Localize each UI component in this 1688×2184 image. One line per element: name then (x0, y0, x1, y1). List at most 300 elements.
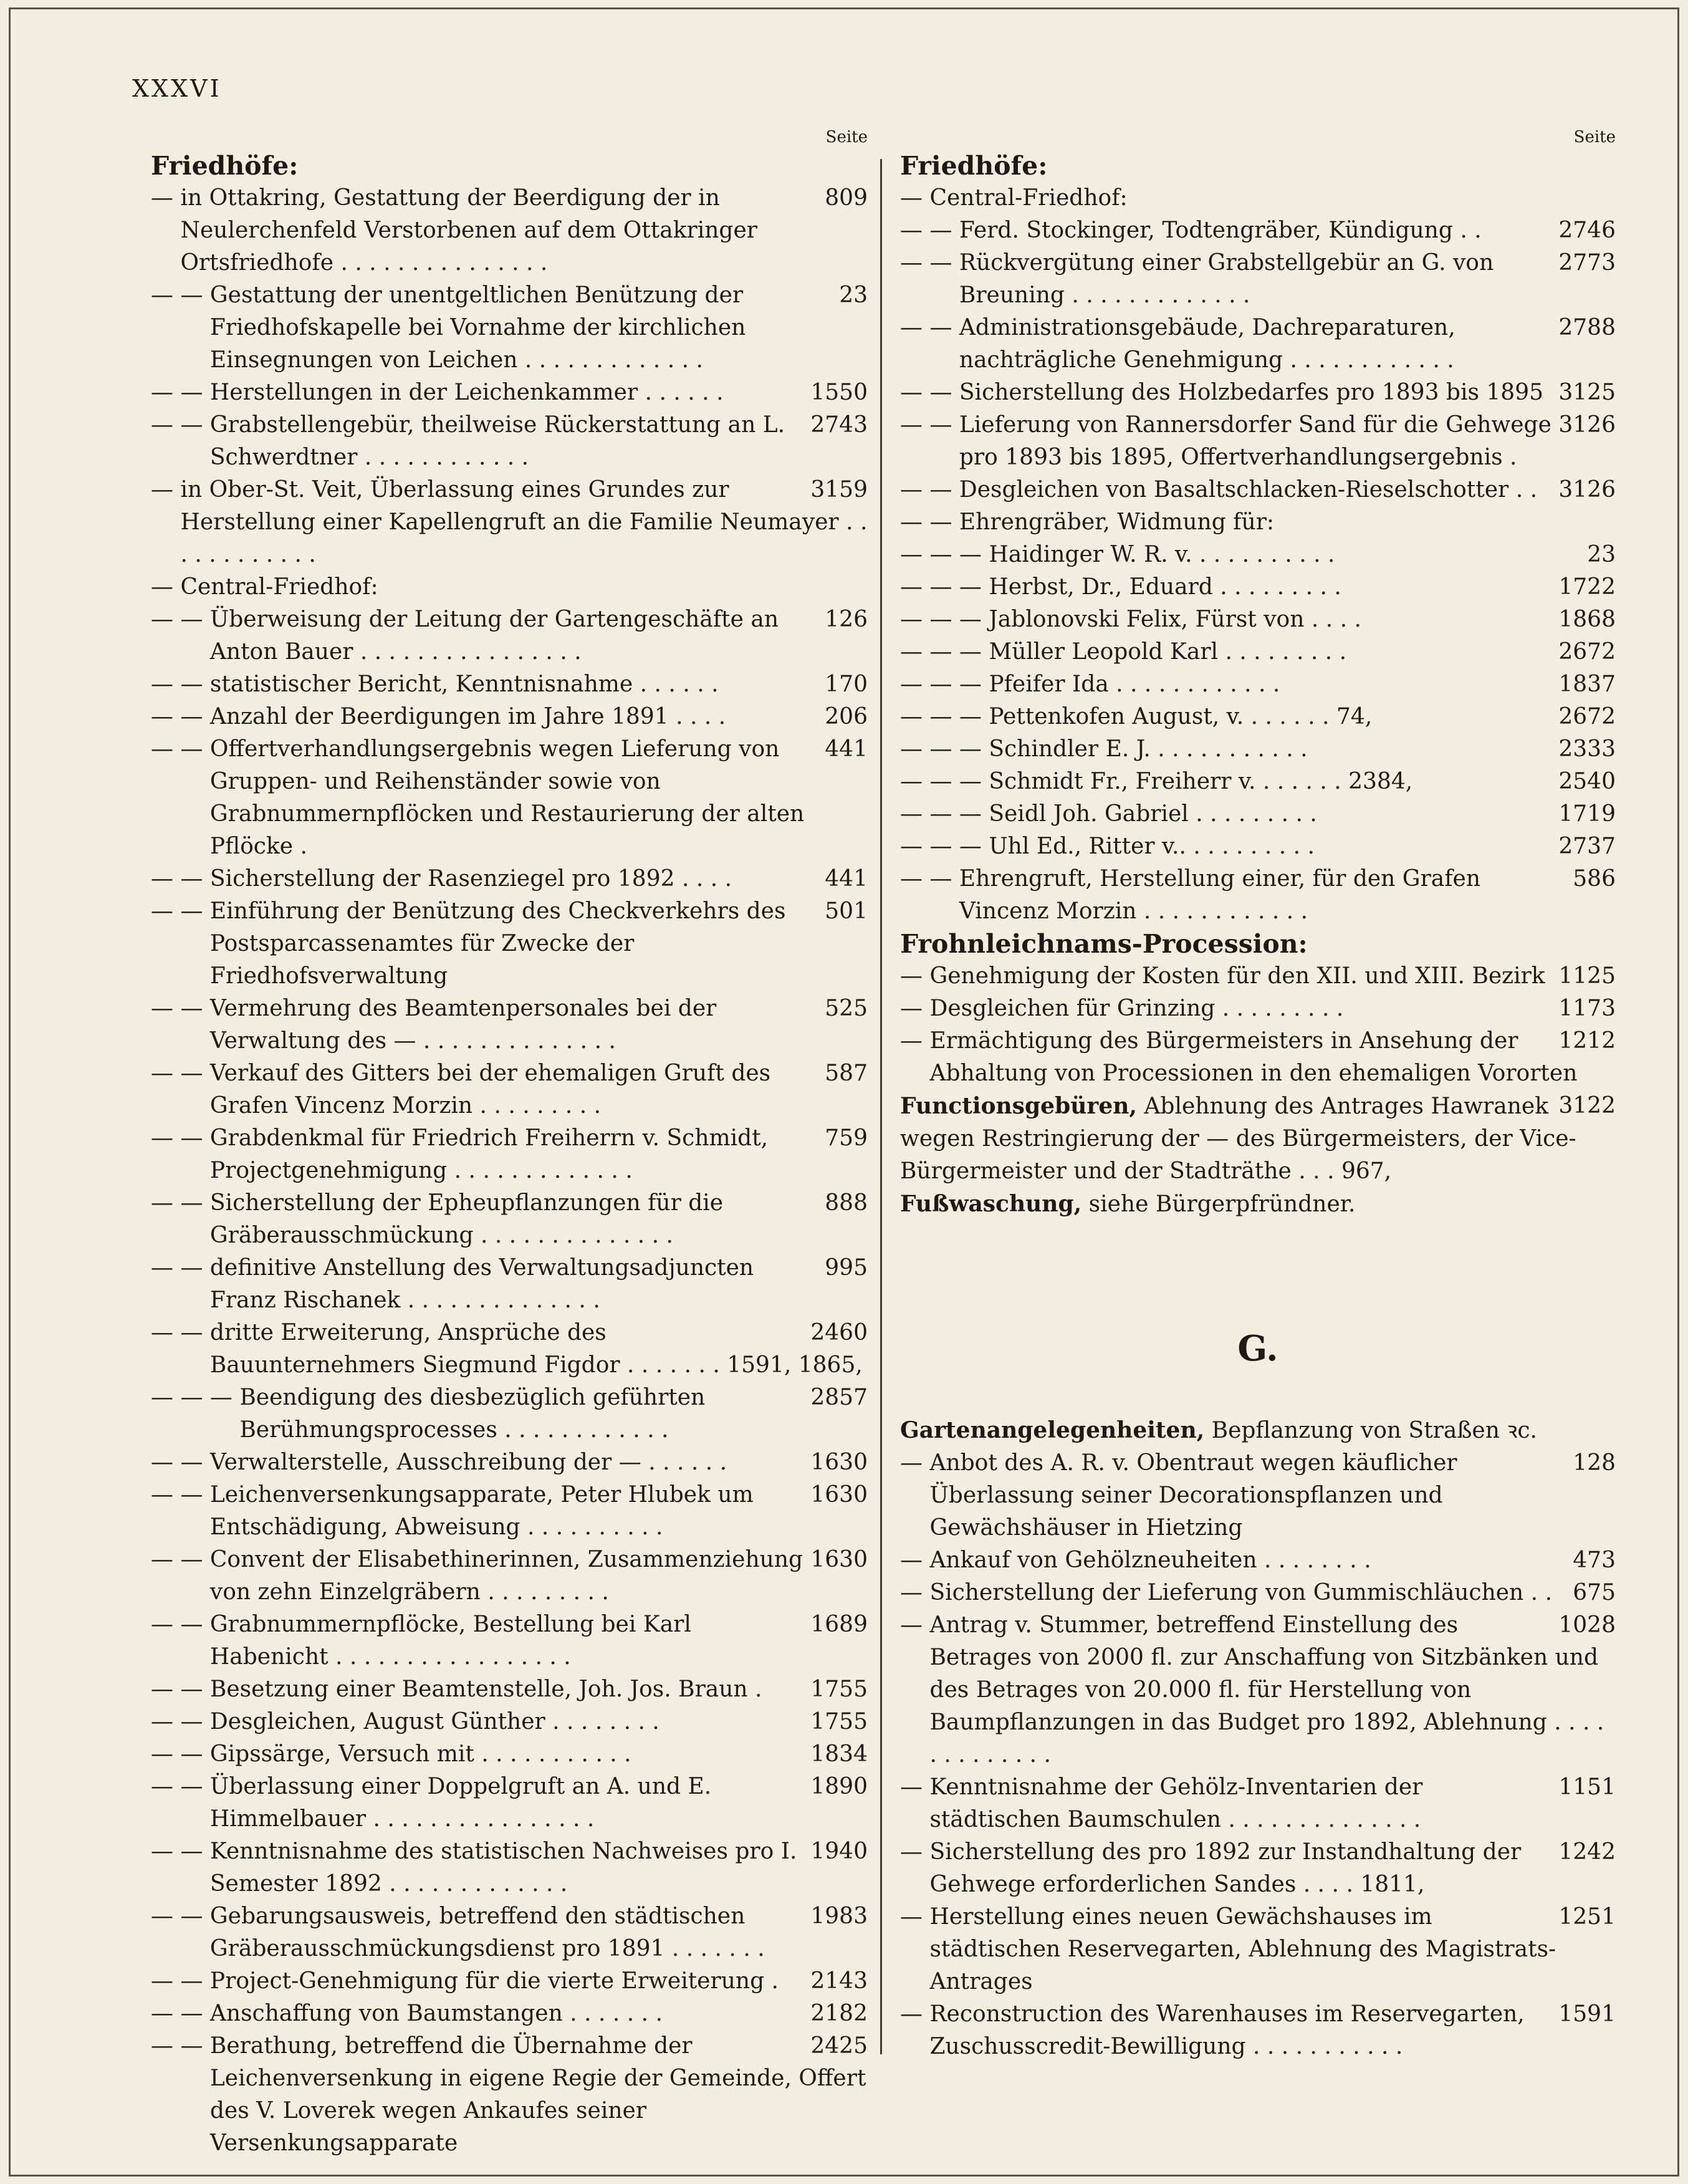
entry-body (210, 1122, 868, 1187)
entry-body (180, 571, 868, 604)
entry-text: Herstellung eines neuen Gewächshauses im städtischen Reservegarten, Ablehnung des Magistrats-Antrages (929, 1904, 1556, 1994)
index-entry (151, 1609, 868, 1673)
page-ref: 888 (825, 1190, 868, 1216)
index-entry (151, 604, 868, 668)
page-ref: 23 (839, 282, 868, 308)
entry-dash: — — (900, 315, 959, 340)
page-ref: 501 (825, 898, 868, 924)
entry-dash: — — (151, 1547, 210, 1572)
entry-dash: — — (151, 1125, 210, 1151)
index-entry (900, 1836, 1616, 1901)
entry-text: Sicherstellung der Epheupflanzungen für die Gräberausschmückung . . . . . . . . . . . . . . (209, 1190, 724, 1248)
entry-dash: — — (151, 282, 210, 308)
entry-dash: — — (151, 1255, 210, 1281)
entry-dash: — — — (900, 769, 989, 794)
index-entry (151, 377, 868, 409)
index-entry (900, 182, 1616, 214)
index-entry (151, 474, 868, 571)
index-entry (900, 1577, 1616, 1609)
entry-body (929, 1771, 1616, 1836)
entry-body (180, 182, 868, 279)
index-entry (900, 1771, 1616, 1836)
entry-dash: — — — (900, 574, 989, 600)
page-ref: 23 (1587, 542, 1616, 567)
entry-text: Sicherstellung der Rasenziegel pro 1892 . . . . (209, 866, 732, 892)
entry-dash: — (151, 477, 181, 503)
entry-body (210, 1317, 868, 1382)
index-entry (151, 182, 868, 279)
entry-dash: — — (151, 412, 210, 438)
entry-body (959, 377, 1616, 409)
entry-body (929, 1998, 1616, 2063)
index-entry (900, 701, 1616, 733)
index-entry (900, 993, 1616, 1025)
letter-heading-g: G. (1237, 1328, 1278, 1369)
index-entry (151, 1446, 868, 1479)
index-entry-functionsgebueren (900, 1090, 1616, 1188)
index-entry (151, 1771, 868, 1835)
index-entry (900, 571, 1616, 604)
entry-dash: — — (900, 509, 959, 535)
index-entry (900, 1025, 1616, 1090)
index-entry (151, 895, 868, 993)
entry-dash: — — (900, 477, 959, 503)
entry-dash: — — (900, 218, 959, 243)
page-ref: 2672 (1558, 704, 1616, 729)
page-ref: 675 (1573, 1580, 1616, 1605)
entry-text: Herbst, Dr., Eduard . . . . . . . . . (989, 574, 1341, 600)
entry-body (210, 409, 868, 474)
entry-body (959, 409, 1616, 474)
entry-text: Ankauf von Gehölzneuheiten . . . . . . . . (929, 1547, 1371, 1573)
page-ref: 3126 (1558, 412, 1616, 438)
entry-text: Desgleichen für Grinzing . . . . . . . . . (929, 996, 1344, 1021)
entry-dash: — — (151, 380, 210, 405)
entry-text: Verkauf des Gitters bei der ehemaligen Gruft des Grafen Vincenz Morzin . . . . . . . . . (209, 1061, 771, 1118)
index-entry (151, 1706, 868, 1738)
entry-text: statistischer Bericht, Kenntnisnahme . . . . . . (209, 671, 719, 697)
entry-text: Berathung, betreffend die Übernahme der Leichenversenkung in eigene Regie der Gemeinde, Offert des V. Loverek wegen Ankaufes seiner Versenkungsapparate (209, 2033, 866, 2156)
page-ref: 128 (1573, 1450, 1616, 1476)
entry-body (959, 214, 1616, 247)
entry-body (210, 668, 868, 701)
entry-text: Leichenversenkungsapparate, Peter Hlubek um Entschädigung, Abweisung . . . . . . . . . . (209, 1482, 754, 1540)
entry-body (210, 1252, 868, 1317)
entry-heading: Gartenangelegenheiten, (900, 1417, 1205, 1443)
index-entry (151, 1544, 868, 1609)
index-entry (900, 1901, 1616, 1998)
section-heading-friedhoefe: Friedhöfe: (900, 151, 1048, 181)
index-entry (900, 604, 1616, 636)
page-ref: 2672 (1558, 639, 1616, 665)
page-ref: 809 (825, 185, 868, 211)
index-entry (900, 766, 1616, 798)
entry-text: Central-Friedhof: (180, 574, 378, 600)
index-entry (151, 1057, 868, 1122)
right-entry-list (900, 182, 1616, 928)
entry-text: Herstellungen in der Leichenkammer . . . . . . (209, 380, 724, 405)
entry-body (210, 1706, 868, 1738)
entry-body (989, 668, 1616, 701)
entry-dash: — (900, 1774, 930, 1800)
entry-dash: — (900, 185, 930, 211)
entry-dash: — — (151, 1612, 210, 1637)
entry-text: Überweisung der Leitung der Gartengeschäfte an Anton Bauer . . . . . . . . . . . . . . . . (209, 607, 779, 665)
entry-dash: — — (151, 607, 210, 632)
page-ref: 2857 (810, 1385, 868, 1410)
entry-text: Schindler E. J. . . . . . . . . . . . (989, 736, 1308, 762)
index-entry (151, 1382, 868, 1446)
entry-dash: — — (900, 412, 959, 438)
entry-dash: — — (151, 1482, 210, 1508)
entry-dash: — (900, 2001, 930, 2027)
entry-text: Gebarungsausweis, betreffend den städtischen Gräberausschmückungsdienst pro 1891 . . . . . . . (209, 1903, 765, 1961)
entry-dash: — — — (900, 607, 989, 632)
index-entry (151, 993, 868, 1057)
entry-body (210, 1900, 868, 1965)
index-entry (151, 1187, 868, 1252)
page-ref: 2773 (1558, 250, 1616, 276)
entry-dash: — — (151, 1190, 210, 1216)
entry-dash: — — (151, 1709, 210, 1734)
entry-dash: — — — (900, 704, 989, 729)
index-entry (900, 863, 1616, 928)
entry-text: Bepflanzung von Straßen ꝛc. (1211, 1418, 1537, 1443)
entry-dash: — — — (151, 1385, 240, 1410)
entry-dash: — — (900, 866, 959, 892)
entry-text: Pfeifer Ida . . . . . . . . . . . . (989, 671, 1280, 697)
index-entry (900, 1447, 1616, 1544)
page-ref: 2182 (810, 2001, 868, 2026)
entry-body (210, 1965, 868, 1998)
index-entry (900, 830, 1616, 863)
page-ref: 1689 (810, 1612, 868, 1637)
page-ref: 126 (825, 607, 868, 632)
entry-text: Uhl Ed., Ritter v.. . . . . . . . . . (989, 834, 1315, 859)
page-ref: 586 (1573, 866, 1616, 892)
index-entry (151, 2030, 868, 2160)
entry-text: Grabdenkmal für Friedrich Freiherrn v. Schmidt, Projectgenehmigung . . . . . . . . . . . . . (209, 1125, 769, 1183)
index-entry (151, 409, 868, 474)
entry-dash: — (900, 1904, 930, 1930)
entry-text: Anbot des A. R. v. Obentraut wegen käuflicher Überlassung seiner Decorationspflanzen und Gewächshäuser in Hietzing (929, 1450, 1457, 1541)
page-ref: 1125 (1558, 963, 1616, 989)
page-ref: 2460 (810, 1320, 868, 1345)
page-ref: 759 (825, 1125, 868, 1151)
entry-body (210, 1771, 868, 1835)
entry-body (989, 636, 1616, 668)
page-ref: 3125 (1558, 380, 1616, 405)
entry-heading: Fußwaschung, (900, 1191, 1082, 1217)
entry-text: Anschaffung von Baumstangen . . . . . . . (209, 2001, 663, 2026)
entry-dash: — (900, 1839, 930, 1865)
entry-text: Jablonovski Felix, Fürst von . . . . (989, 607, 1361, 632)
page-ref: 1940 (810, 1839, 868, 1864)
entry-body (210, 1738, 868, 1771)
entry-body (210, 863, 868, 895)
page-ref: 2743 (810, 412, 868, 438)
entry-body (929, 960, 1616, 993)
entry-text: Reconstruction des Warenhauses im Reservegarten, Zuschusscredit-Bewilligung . . . . . . . . . . . (929, 2001, 1525, 2059)
index-entry (151, 1122, 868, 1187)
page-ref: 170 (825, 671, 868, 697)
entry-body (989, 539, 1616, 571)
entry-body (210, 701, 868, 733)
index-entry (151, 1900, 868, 1965)
entry-body (210, 377, 868, 409)
entry-body (210, 2030, 868, 2160)
entry-body (210, 1998, 868, 2030)
entry-body (210, 1544, 868, 1609)
entry-text: Schmidt Fr., Freiherr v. . . . . . . 2384, (989, 769, 1413, 794)
entry-text: Ermächtigung des Bürgermeisters in Ansehung der Abhaltung von Processionen in den ehemaligen Vororten (929, 1028, 1578, 1086)
page-ref: 1242 (1558, 1839, 1616, 1865)
page-ref: 1837 (1558, 671, 1616, 697)
entry-body (210, 1479, 868, 1544)
entry-text: Kenntnisnahme des statistischen Nachweises pro I. Semester 1892 . . . . . . . . . . . . . (209, 1839, 797, 1897)
page-ref: 1890 (810, 1774, 868, 1799)
column-divider (880, 159, 882, 2054)
entry-text: Offertverhandlungsergebnis wegen Lieferung von Gruppen- und Reihenständer sowie von Grabnummernpflöcken und Restaurierung der alten Pflöcke . (209, 736, 805, 859)
index-entry (900, 1609, 1616, 1771)
entry-body (929, 1025, 1616, 1090)
entry-dash: — — (151, 1450, 210, 1475)
page-ref: 2746 (1558, 218, 1616, 243)
page-ref: 3122 (1558, 1093, 1616, 1118)
page-ref: 1755 (810, 1676, 868, 1702)
index-entry (151, 701, 868, 733)
entry-text: Ehrengruft, Herstellung einer, für den Grafen Vincenz Morzin . . . . . . . . . . . . (959, 866, 1481, 924)
entry-text: Rückvergütung einer Grabstellgebür an G. von Breuning . . . . . . . . . . . . . (959, 250, 1494, 308)
entry-text: Verwalterstelle, Ausschreibung der — . . . . . . (209, 1450, 727, 1475)
page-ref: 2788 (1558, 315, 1616, 340)
entry-dash: — — (151, 1774, 210, 1799)
index-entry (900, 668, 1616, 701)
page-ref: 1151 (1558, 1774, 1616, 1800)
index-entry (151, 1835, 868, 1900)
entry-text: Desgleichen von Basaltschlacken-Rieselschotter . . (959, 477, 1538, 503)
entry-text: Besetzung einer Beamtenstelle, Joh. Jos. Braun . (209, 1676, 762, 1702)
entry-dash: — — — (900, 801, 989, 827)
entry-text: Überlassung einer Doppelgruft an A. und E. Himmelbauer . . . . . . . . . . . . . . . . (209, 1774, 712, 1832)
entry-dash: — — (151, 1061, 210, 1086)
index-entry (151, 668, 868, 701)
entry-body (989, 830, 1616, 863)
index-entry (900, 636, 1616, 668)
entry-body (210, 1673, 868, 1706)
page-ref: 1630 (810, 1547, 868, 1572)
index-entry (900, 539, 1616, 571)
page-ref: 525 (825, 996, 868, 1021)
entry-dash: — — (151, 996, 210, 1021)
index-entry (900, 960, 1616, 993)
entry-dash: — (900, 963, 930, 989)
entry-dash: — — (151, 2001, 210, 2026)
page-ref: 441 (825, 736, 868, 762)
entry-text: definitive Anstellung des Verwaltungsadjuncten Franz Rischanek . . . . . . . . . . . . . . (209, 1255, 754, 1313)
entry-text: Genehmigung der Kosten für den XII. und XIII. Bezirk (929, 963, 1545, 989)
entry-body (989, 604, 1616, 636)
entry-body (210, 1057, 868, 1122)
entry-body (210, 993, 868, 1057)
entry-dash: — — (900, 250, 959, 276)
entry-text: Pettenkofen August, v. . . . . . . 74, (989, 704, 1373, 729)
entry-body (210, 895, 868, 993)
page-ref: 995 (825, 1255, 868, 1281)
index-entry (900, 214, 1616, 247)
entry-text: Central-Friedhof: (929, 185, 1128, 211)
entry-text: Müller Leopold Karl . . . . . . . . . (989, 639, 1347, 665)
index-entry (151, 1965, 868, 1998)
index-entry (900, 506, 1616, 539)
entry-body (239, 1382, 868, 1446)
entry-body (210, 604, 868, 668)
entry-text: Antrag v. Stummer, betreffend Einstellung des Betrages von 2000 fl. zur Anschaffung von Sitzbänken und des Betrages von 20.000 fl. für Herstellung von Baumpflanzungen in das Budget pro 1892, Ablehnung . . . . . . . . . . . . . (929, 1612, 1604, 1768)
index-entry (900, 1998, 1616, 2063)
page-ref: 1251 (1558, 1904, 1616, 1930)
index-entry (151, 1479, 868, 1544)
entry-body (989, 571, 1616, 604)
page-ref: 1550 (810, 380, 868, 405)
page-ref: 473 (1573, 1547, 1616, 1573)
index-entry (900, 733, 1616, 766)
entry-text: Sicherstellung der Lieferung von Gummischläuchen . . (929, 1580, 1553, 1605)
garten-entry-list (900, 1447, 1616, 2063)
index-entry (151, 863, 868, 895)
index-entry (900, 1544, 1616, 1577)
entry-body (180, 474, 868, 571)
page-ref: 3159 (810, 477, 868, 503)
page-ref: 441 (825, 866, 868, 892)
entry-body (959, 312, 1616, 377)
entry-text: Ehrengräber, Widmung für: (959, 509, 1275, 535)
entry-text: Gipssärge, Versuch mit . . . . . . . . . . . (209, 1741, 631, 1767)
index-entry (900, 474, 1616, 506)
entry-text: in Ober-St. Veit, Überlassung eines Grundes zur Herstellung einer Kapellengruft an die Familie Neumayer . . . . . . . . . . . . (180, 477, 868, 567)
entry-text: Anzahl der Beerdigungen im Jahre 1891 . . . . (209, 704, 726, 729)
entry-dash: — — (151, 1903, 210, 1929)
entry-body (959, 474, 1616, 506)
page-ref: 1719 (1558, 801, 1616, 827)
index-entry (900, 409, 1616, 474)
entry-dash: — (900, 1612, 930, 1638)
frohnleichnam-entry-list (900, 960, 1616, 1090)
entry-dash: — — (151, 1320, 210, 1345)
entry-body (210, 279, 868, 377)
index-entry (151, 1738, 868, 1771)
index-entry (900, 798, 1616, 830)
page-ref: 1983 (810, 1903, 868, 1929)
entry-text: Desgleichen, August Günther . . . . . . . . (209, 1709, 659, 1734)
entry-dash: — — — (900, 542, 989, 567)
entry-body (989, 798, 1616, 830)
entry-body (929, 1447, 1616, 1544)
entry-dash: — — — (900, 639, 989, 665)
index-entry-fusswaschung (900, 1188, 1616, 1221)
entry-text: Beendigung des diesbezüglich geführten Berühmungsprocesses . . . . . . . . . . . . (239, 1385, 706, 1443)
entry-dash: — — (151, 2033, 210, 2059)
entry-dash: — (900, 1547, 930, 1573)
page-ref: 1630 (810, 1450, 868, 1475)
seite-label: Seite (825, 128, 868, 147)
index-entry (151, 1252, 868, 1317)
left-column (151, 125, 868, 2160)
index-entry (900, 247, 1616, 312)
index-entry (151, 1673, 868, 1706)
entry-text: Seidl Joh. Gabriel . . . . . . . . . (989, 801, 1317, 827)
seite-label: Seite (1573, 128, 1616, 147)
entry-text: Convent der Elisabethinerinnen, Zusammenziehung von zehn Einzelgräbern . . . . . . . . . (209, 1547, 803, 1605)
entry-dash: — — (151, 898, 210, 924)
entry-body (210, 1187, 868, 1252)
entry-body (959, 247, 1616, 312)
entry-body (929, 1577, 1616, 1609)
entry-body (210, 1835, 868, 1900)
entry-dash: — (900, 1580, 930, 1605)
entry-text: Gestattung der unentgeltlichen Benützung der Friedhofskapelle bei Vornahme der kirchlichen Einsegnungen von Leichen . . . . . . . . . . . . . (209, 282, 746, 373)
index-entry (151, 1317, 868, 1382)
entry-body (210, 733, 868, 863)
entry-body (210, 1446, 868, 1479)
entry-text: Ferd. Stockinger, Todtengräber, Kündigung . . (959, 218, 1482, 243)
index-entry-gartenangelegenheiten (900, 1414, 1616, 1447)
entry-dash: — — (151, 1741, 210, 1767)
index-entry (151, 1998, 868, 2030)
entry-dash: — (900, 996, 930, 1021)
entry-text: Sicherstellung des Holzbedarfes pro 1893 bis 1895 (959, 380, 1544, 405)
entry-dash: — (151, 574, 181, 600)
entry-text: siehe Bürgerpfründner. (1088, 1191, 1356, 1217)
entry-body (989, 766, 1616, 798)
index-entry (151, 279, 868, 377)
entry-dash: — (151, 185, 181, 211)
page-ref: 1834 (810, 1741, 868, 1767)
entry-text: Einführung der Benützung des Checkverkehrs des Postsparcassenamtes für Zwecke der Friedhofsverwaltung (209, 898, 786, 989)
entry-body (959, 863, 1616, 928)
index-entry (900, 312, 1616, 377)
section-heading-frohnleichnam: Frohnleichnams-Procession: (900, 929, 1308, 959)
page-ref: 1591 (1558, 2001, 1616, 2027)
page-number: XXXVI (132, 75, 222, 102)
entry-dash: — — (151, 736, 210, 762)
entry-dash: — (900, 1028, 930, 1054)
entry-text: in Ottakring, Gestattung der Beerdigung der in Neulerchenfeld Verstorbenen auf dem Ottakringer Ortsfriedhofe . . . . . . . . . . . . . . . (180, 185, 757, 276)
page-ref: 1212 (1558, 1028, 1616, 1054)
page-ref: 587 (825, 1061, 868, 1086)
entry-dash: — — — (900, 834, 989, 859)
entry-body (929, 1836, 1616, 1901)
page-ref: 2540 (1558, 769, 1616, 794)
entry-text: Sicherstellung des pro 1892 zur Instandhaltung der Gehwege erforderlichen Sandes . . . . 1811, (929, 1839, 1522, 1897)
entry-text: Lieferung von Rannersdorfer Sand für die Gehwege pro 1893 bis 1895, Offertverhandlungsergebnis . (959, 412, 1551, 470)
entry-text: Kenntnisnahme der Gehölz-Inventarien der städtischen Baumschulen . . . . . . . . . . . . . . (929, 1774, 1423, 1832)
page-ref: 1173 (1558, 996, 1616, 1021)
index-entry (900, 377, 1616, 409)
entry-dash: — — (900, 380, 959, 405)
entry-body (959, 506, 1616, 539)
entry-body (989, 701, 1616, 733)
entry-text: Grabstellengebür, theilweise Rückerstattung an L. Schwerdtner . . . . . . . . . . . . (209, 412, 785, 470)
page-ref: 1868 (1558, 607, 1616, 632)
page-ref: 206 (825, 704, 868, 729)
index-entry (151, 571, 868, 604)
entry-text: Administrationsgebäude, Dachreparaturen, nachträgliche Genehmigung . . . . . . . . . . . . (959, 315, 1455, 373)
page-ref: 3126 (1558, 477, 1616, 503)
entry-body (989, 733, 1616, 766)
entry-text: Vermehrung des Beamtenpersonales bei der Verwaltung des — . . . . . . . . . . . . . . (209, 996, 717, 1054)
entry-dash: — — — (900, 671, 989, 697)
entry-text: Grabnummernpflöcke, Bestellung bei Karl Habenicht . . . . . . . . . . . . . . . . . (209, 1612, 691, 1670)
